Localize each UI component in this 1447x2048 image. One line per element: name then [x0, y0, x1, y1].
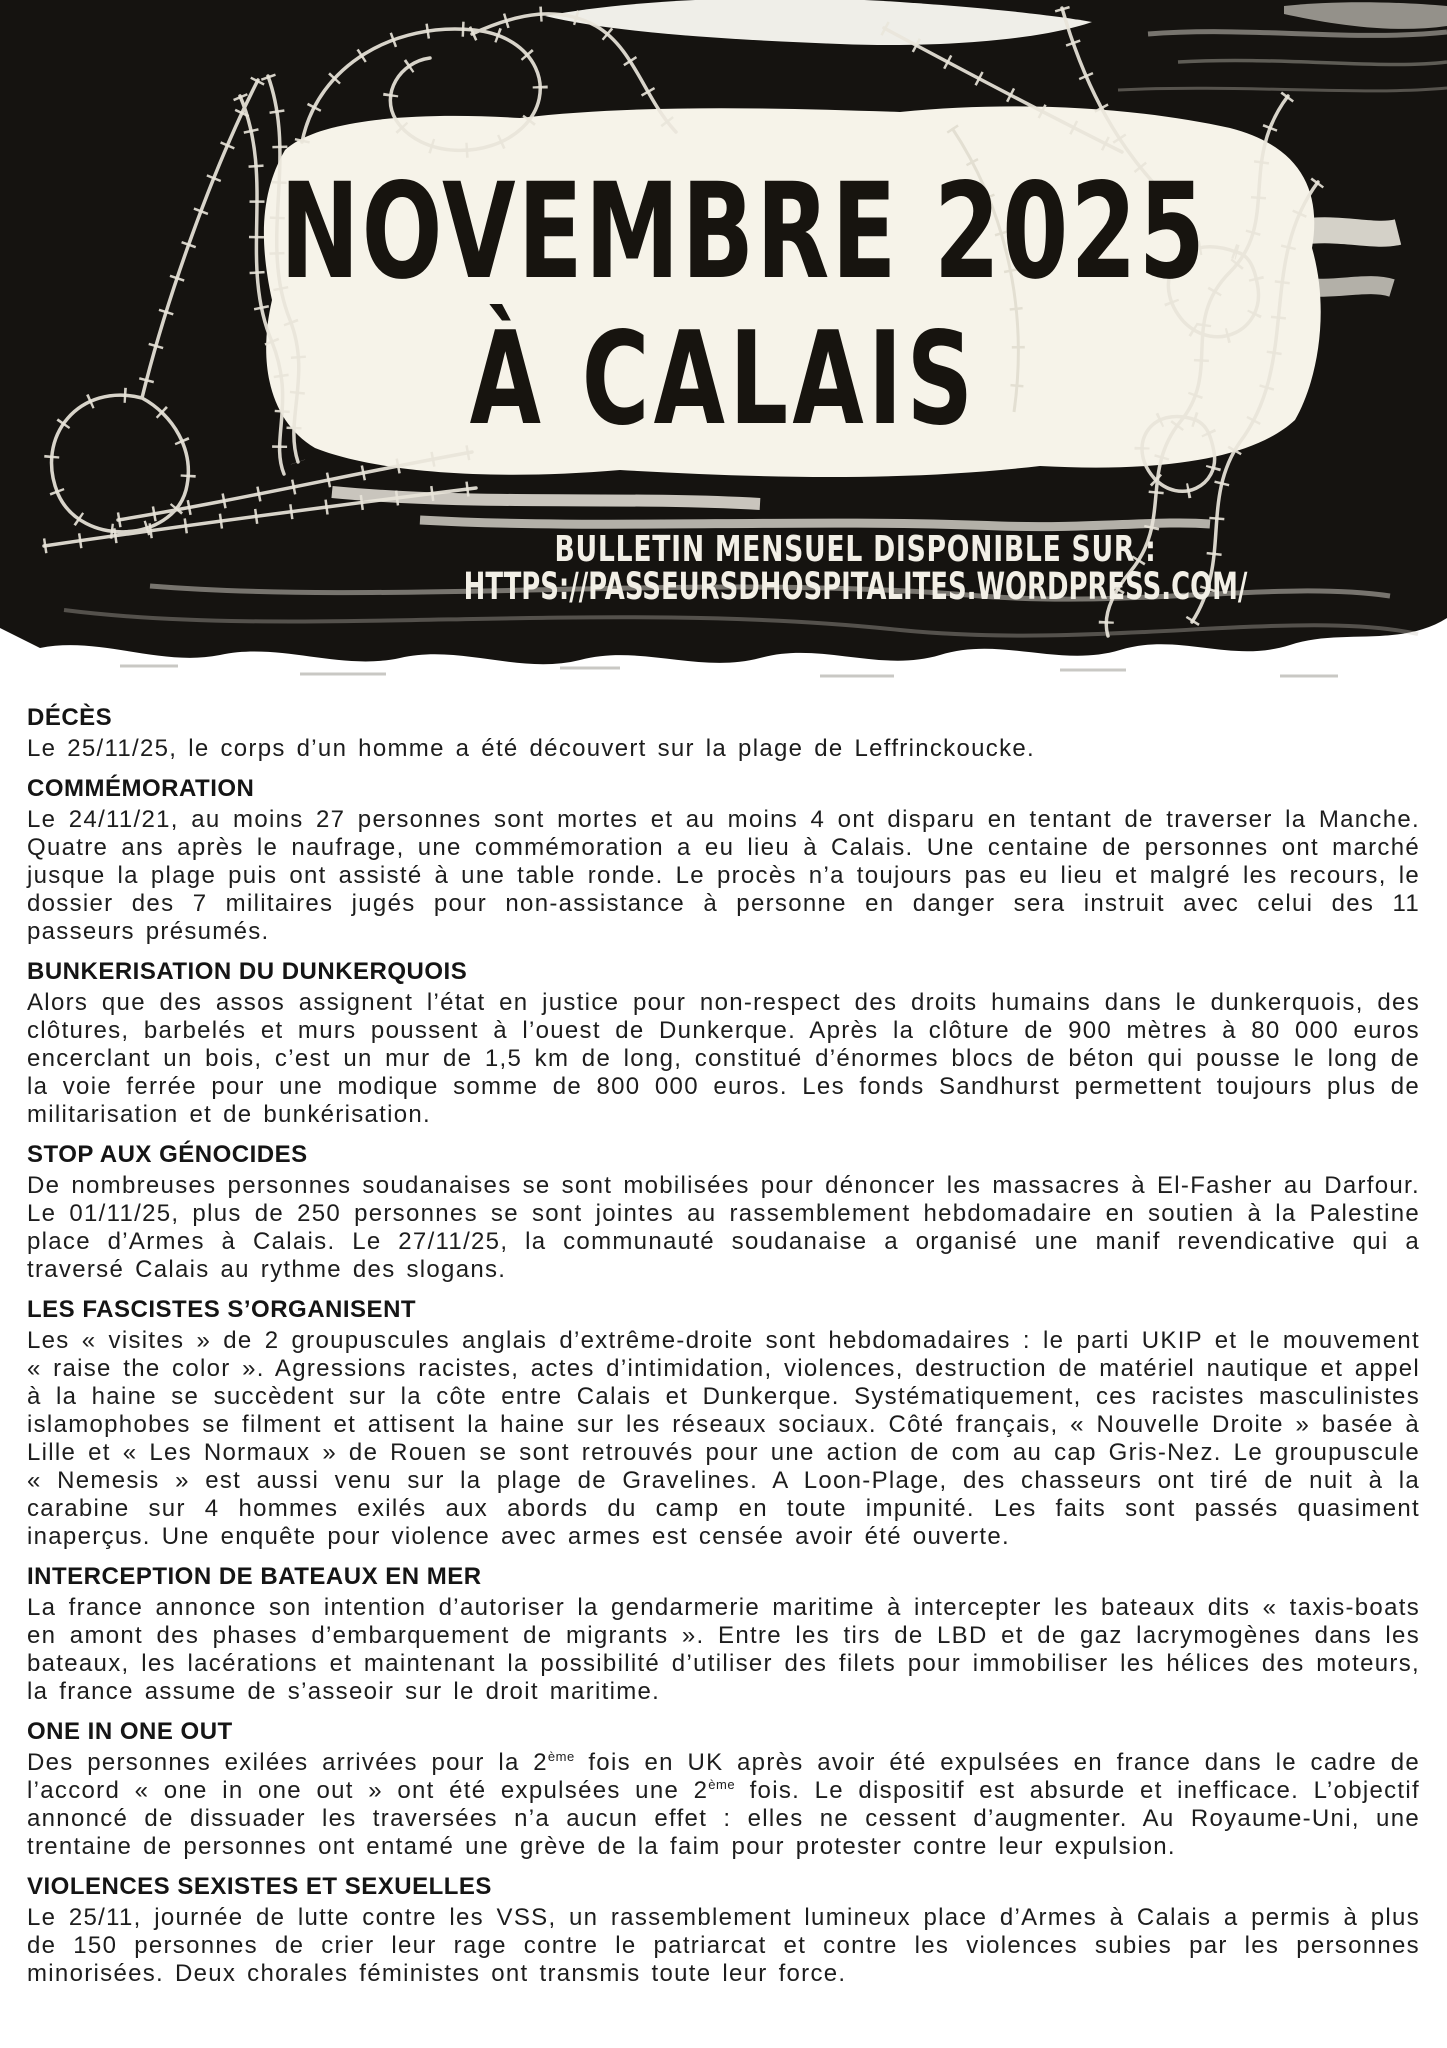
- title-month-year: NOVEMBRE 2025: [279, 155, 1208, 309]
- section-body: Le 25/11, journée de lutte contre les VSS, un rassemblement lumineux place d’Armes à Calais a permis à plus de 150 personnes de crier leur rage contre le patriarcat et contre les violences subies par les personnes minorisées. Deux chorales féministes ont transmis toute leur force.: [27, 1904, 1420, 1987]
- body-text-part: Des personnes exilées arrivées pour la 2: [27, 1749, 548, 1776]
- news-section-fascistes: [27, 1296, 1420, 1551]
- section-body: De nombreuses personnes soudanaises se sont mobilisées pour dénoncer les massacres à El-Fasher au Darfour. Le 01/11/25, plus de 250 personnes se sont jointes au rassemblement hebdomadaire en soutien à la Palestine place d’Armes à Calais. Le 27/11/25, la communauté soudanaise a organisé une manif revendicative qui a traversé Calais au rythme des slogans.: [27, 1172, 1420, 1283]
- section-heading: COMMÉMORATION: [27, 775, 255, 802]
- section-body: Les « visites » de 2 groupuscules anglais d’extrême-droite sont hebdomadaires : le parti UKIP et le mouvement « raise the color ». Agressions racistes, actes d’intimidation, violences, destruction de matériel nautique et appel à la haine se succèdent sur la côte entre Calais et Dunkerque. Systématiquement, ces racistes masculinistes islamophobes se filment et attisent la haine sur les réseaux sociaux. Côté français, « Nouvelle Droite » basée à Lille et « Les Normaux » de Rouen se sont retrouvés pour une action de com au cap Gris-Nez. Le groupuscule « Nemesis » est aussi venu sur la plage de Gravelines. A Loon-Plage, des chasseurs ont tiré de nuit à la carabine sur 4 hommes exilés aux abords du camp en toute impunité. Les faits sont passés quasiment inaperçus. Une enquête pour violence avec armes est censée avoir été ouverte.: [27, 1327, 1420, 1550]
- section-body: [27, 1749, 1420, 1861]
- news-section-stop-genocides: [27, 1141, 1420, 1284]
- section-heading: LES FASCISTES S’ORGANISENT: [27, 1296, 417, 1323]
- bulletin-sections: [0, 690, 1447, 1988]
- section-body: La france annonce son intention d’autoriser la gendarmerie maritime à intercepter les bateaux dits « taxis-boats en amont des phases d’embarquement de migrants ». Entre les tirs de LBD et de gaz lacrymogènes dans les bateaux, les lacérations et maintenant la possibilité d’utiliser des filets pour immobiliser les hélices des moteurs, la france assume de s’asseoir sur le droit maritime.: [27, 1594, 1420, 1705]
- subtitle-url[interactable]: HTTPS://PASSEURSDHOSPITALITES.WORDPRESS.COM/: [463, 565, 1248, 608]
- section-heading: BUNKERISATION DU DUNKERQUOIS: [27, 958, 468, 985]
- news-section-interception: [27, 1563, 1420, 1706]
- header-banner: [0, 0, 1447, 690]
- section-body: Le 25/11/25, le corps d’un homme a été découvert sur la plage de Leffrinckoucke.: [27, 735, 1035, 762]
- section-heading: INTERCEPTION DE BATEAUX EN MER: [27, 1563, 482, 1590]
- news-section-bunkerisation: [27, 958, 1420, 1129]
- section-heading: STOP AUX GÉNOCIDES: [27, 1141, 308, 1168]
- news-section-one-in-one-out: [27, 1718, 1420, 1861]
- section-body: Le 24/11/21, au moins 27 personnes sont mortes et au moins 4 ont disparu en tentant de traverser la Manche. Quatre ans après le naufrage, une commémoration a eu lieu à Calais. Une centaine de personnes ont marché jusque la plage puis ont assisté à une table ronde. Le procès n’a toujours pas eu lieu et malgré les recours, le dossier des 7 militaires jugés pour non-assistance à personne en danger sera instruit avec celui des 11 passeurs présumés.: [27, 806, 1420, 945]
- body-text-part: fois. Le dispositif est absurde et inefficace. L’objectif annoncé de dissuader les traversées n’a aucun effet : elles ne cessent d’augmenter. Au Royaume-Uni, une trentaine de personnes ont entamé une grève de la faim pour protester contre leur expulsion.: [27, 1777, 1420, 1860]
- body-text-part: fois en UK après avoir été expulsées en france dans le cadre de l’accord « one in one out » ont été expulsées une 2: [27, 1749, 1420, 1804]
- subtitle-availability: BULLETIN MENSUEL DISPONIBLE SUR :: [554, 529, 1157, 570]
- news-section-commemoration: [27, 775, 1420, 946]
- section-heading: DÉCÈS: [27, 704, 113, 731]
- ordinal-superscript: ème: [547, 1749, 575, 1764]
- section-heading: VIOLENCES SEXISTES ET SEXUELLES: [27, 1873, 492, 1900]
- news-section-deces: [27, 704, 1420, 763]
- ordinal-superscript: ème: [708, 1777, 736, 1792]
- section-body: Alors que des assos assignent l’état en justice pour non-respect des droits humains dans le dunkerquois, des clôtures, barbelés et murs poussent à l’ouest de Dunkerque. Après la clôture de 900 mètres à 80 000 euros encerclant un bois, c’est un mur de 1,5 km de long, constitué d’énormes blocs de béton qui pousse le long de la voie ferrée pour une modique somme de 800 000 euros. Les fonds Sandhurst permettent toujours plus de militarisation et de bunkérisation.: [27, 989, 1420, 1128]
- title-location: À CALAIS: [469, 305, 978, 454]
- news-section-vss: [27, 1873, 1420, 1988]
- section-heading: ONE IN ONE OUT: [27, 1718, 233, 1745]
